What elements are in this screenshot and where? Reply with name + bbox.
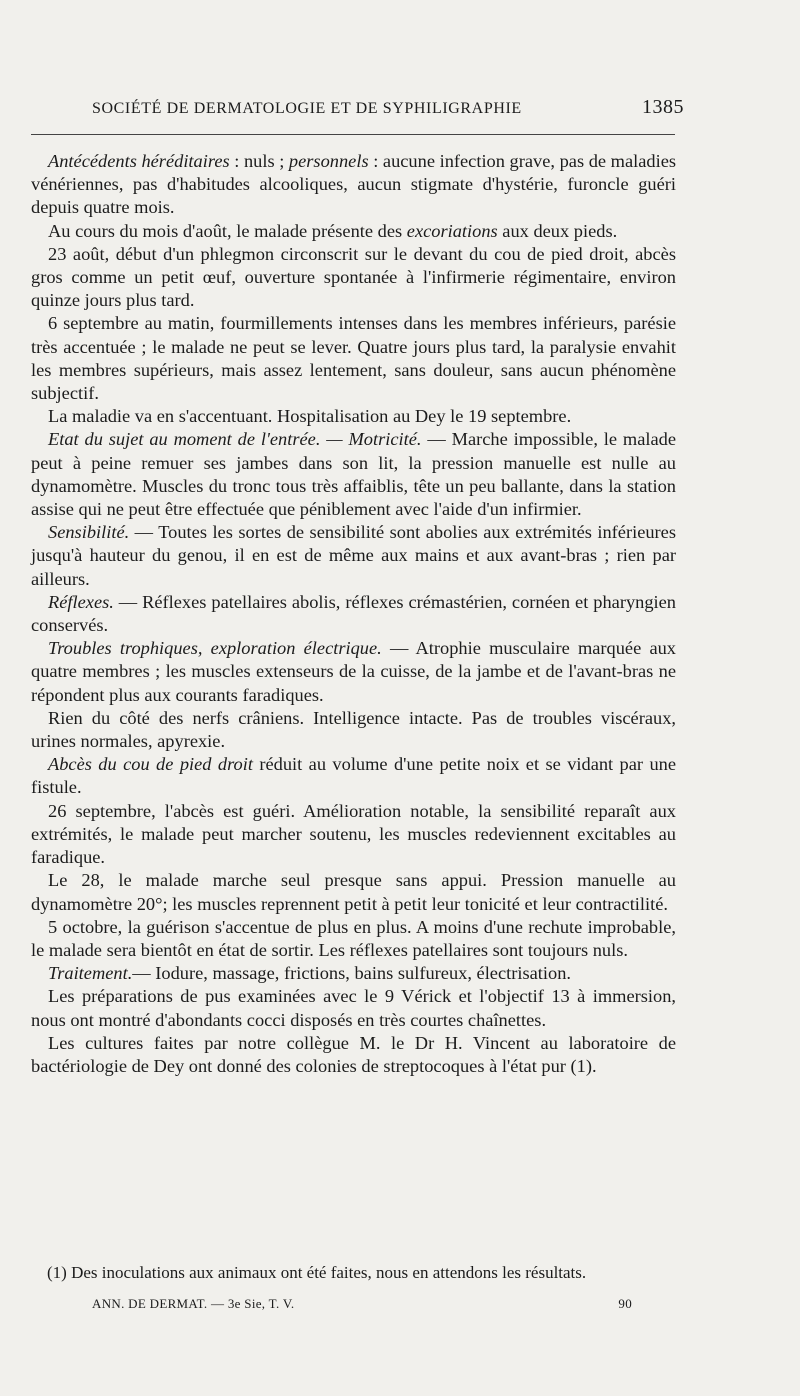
text-run: 26 septembre, l'abcès est guéri. Amélioration notable, la sensibilité reparaît aux extrémités, le malade peut marcher soutenu, les muscles redeviennent excitables au faradique. [31,800,676,868]
running-header [92,96,684,119]
text-run: 23 août, début d'un phlegmon circonscrit sur le devant du cou de pied droit, abcès gros comme un petit œuf, ouverture spontanée à l'infirmerie régimentaire, environ quinze jours plus tard. [31,243,676,311]
text-run: : aucune infection grave, pas de maladies vénériennes, pas d'habitudes alcooliques, aucun stigmate d'hystérie, furoncle guéri depuis quatre mois. [31,151,677,218]
paragraph [31,869,676,915]
paragraph [31,521,676,591]
italic-run: personnels [288,151,369,171]
text-run: Le 28, le malade marche seul presque sans appui. Pression manuelle au dynamomètre 20°; les muscles reprennent petit à petit leur tonicité et leur contractilité. [31,870,676,914]
paragraph [31,1032,676,1078]
paragraph [31,428,676,521]
running-title: SOCIÉTÉ DE DERMATOLOGIE ET DE SYPHILIGRAPHIE [92,100,522,117]
header-rule [31,134,675,135]
paragraph [31,220,676,243]
paragraph [31,916,676,962]
italic-run: Abcès du cou de pied droit [48,754,253,775]
italic-run: Réflexes. [48,591,114,612]
italic-run: Sensibilité. [48,522,130,543]
text-run: Au cours du mois d'août, le malade présente des [48,220,407,241]
italic-run: Traitement. [48,963,133,984]
text-run: aux deux pieds. [497,220,618,241]
paragraph [31,405,676,428]
paragraph [31,591,676,637]
text-run: — Marche impossible, le malade peut à peine remuer ses jambes dans son lit, la pression manuelle est nulle au dynamomètre. Muscles du tronc tous très affaiblis, tête un peu ballante, dans la station assise qui ne peut être effectuée que péniblement avec l'aide d'un infirmier. [31,429,676,520]
text-run: — Iodure, massage, frictions, bains sulfureux, électrisation. [132,963,571,984]
text-run: — Réflexes patellaires abolis, réflexes crémastérien, cornéen et pharyngien conservés. [31,591,676,636]
signature-number: 90 [618,1296,632,1311]
italic-run: Troubles trophiques, exploration électrique. [48,638,382,659]
italic-run: Antécédents héréditaires [48,151,230,171]
paragraph [31,707,676,753]
paragraph [31,637,676,707]
text-run: Les cultures faites par notre collègue M. le Dr H. Vincent au laboratoire de bactériologie de Dey ont donné des colonies de streptocoques à l'état pur (1). [31,1032,676,1076]
paragraph [31,312,676,405]
paragraph [31,243,676,313]
text-run: : nuls ; [229,151,289,171]
text-run: La maladie va en s'accentuant. Hospitalisation au Dey le 19 septembre. [48,406,572,427]
paragraph [31,800,676,870]
text-run: réduit au volume d'une petite noix et se vidant par une fistule. [31,754,676,798]
paragraph [31,150,676,220]
text-run: Les préparations de pus examinées avec le 9 Vérick et l'objectif 13 à immersion, nous ont montré d'abondants cocci disposés en très courtes chaînettes. [31,986,676,1030]
paragraph [31,985,676,1031]
page-number: 1385 [642,96,684,118]
journal-signature: ANN. DE DERMAT. — 3e Sie, T. V. [92,1296,295,1311]
body-text [31,150,676,1078]
page-footer [92,1296,632,1312]
italic-run: excoriations [406,220,498,241]
text-run: — Atrophie musculaire marquée aux quatre membres ; les muscles extenseurs de la cuisse, de la jambe et de l'avant-bras ne répondent plus aux courants faradiques. [31,638,676,705]
text-run: 5 octobre, la guérison s'accentue de plus en plus. A moins d'une rechute improbable, le malade sera bientôt en état de sortir. Les réflexes patellaires sont toujours nuls. [31,916,676,960]
paragraph [31,962,676,985]
italic-run: Etat du sujet au moment de l'entrée. — Motricité. [48,429,422,450]
footnote: (1) Des inoculations aux animaux ont été faites, nous en attendons les résultats. [47,1263,587,1282]
text-run: — Toutes les sortes de sensibilité sont abolies aux extrémités inférieures jusqu'à hauteur du genou, il en est de même aux mains et aux avant-bras ; rien par ailleurs. [31,522,676,589]
text-run: 6 septembre au matin, fourmillements intenses dans les membres inférieurs, parésie très accentuée ; le malade ne peut se lever. Quatre jours plus tard, la paralysie envahit les membres supérieurs, mais assez lentement, sans douleur, sans aucun phénomène subjectif. [31,313,676,404]
paragraph [31,753,676,799]
text-run: Rien du côté des nerfs crâniens. Intelligence intacte. Pas de troubles viscéraux, urines normales, apyrexie. [31,707,676,752]
